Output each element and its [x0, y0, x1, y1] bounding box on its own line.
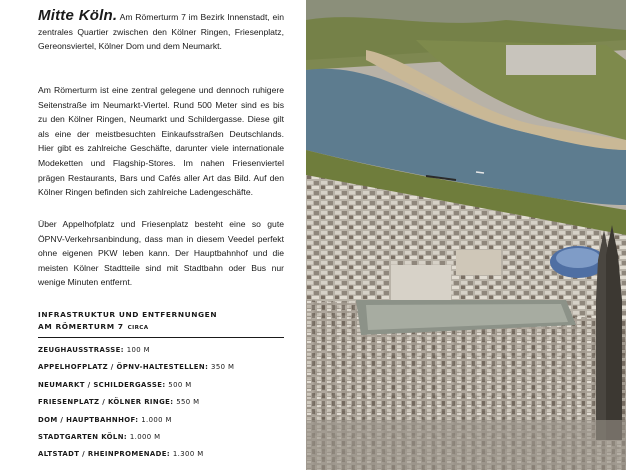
distance-separator: : — [170, 398, 177, 407]
distance-place: APPELHOFPLATZ / ÖPNV-HALTESTELLEN — [38, 363, 206, 372]
intro-paragraph — [38, 9, 284, 54]
intro-text: Am Römerturm 7 im Bezirk Innenstadt, ein zentrales Quartier zwischen den Kölner Ringen, Friesenplatz, Gereonsviertel, Kölner Dom und dem Neumarkt. — [38, 12, 284, 52]
distance-item — [38, 346, 298, 363]
distance-separator: : — [120, 346, 127, 354]
distance-separator: : — [166, 450, 173, 459]
distance-value: 1.000 M — [141, 415, 172, 424]
distance-place: ZEUGHAUSSTRASSE — [38, 346, 121, 354]
distance-place: ALTSTADT / RHEINPROMENADE — [38, 450, 167, 459]
distance-value: 500 M — [168, 380, 192, 389]
text-column — [0, 0, 306, 470]
distance-item — [38, 363, 298, 380]
infrastructure-title-line2 — [38, 321, 284, 334]
divider-rule — [38, 337, 284, 338]
aerial-photo — [306, 0, 626, 470]
address-label: AM RÖMERTURM 7 — [38, 322, 124, 331]
distance-value: 350 M — [211, 363, 235, 372]
distance-separator: : — [123, 432, 130, 441]
distance-value: 550 M — [176, 398, 200, 407]
distance-value: 1.300 M — [172, 450, 204, 459]
distance-separator: : — [162, 380, 169, 389]
distance-place: FRIESENPLATZ / KÖLNER RINGE — [38, 398, 171, 407]
lead-heading: Mitte Köln. — [38, 7, 118, 24]
circa-label: CIRCA — [127, 325, 149, 331]
distance-item — [38, 398, 298, 415]
infrastructure-title-line1: INFRASTRUKTUR UND ENTFERNUNGEN — [38, 310, 218, 319]
distance-item — [38, 450, 298, 467]
distance-list — [38, 346, 298, 468]
paragraph-transport: Über Appelhofplatz und Friesenplatz besteht eine so gute ÖPNV-Verkehrsanbindung, dass man in diesem Veedel perfekt ohne eigenen PKW leben kann. Der Hauptbahnhof und die meisten Kölner Stadtteile sind mit Stadtbahn oder Bus nur wenige Minuten entfernt. — [38, 219, 284, 288]
distance-separator: : — [205, 363, 212, 372]
distance-value: 100 M — [126, 346, 150, 354]
distance-place: NEUMARKT / SCHILDERGASSE — [38, 380, 163, 389]
distance-separator: : — [135, 415, 142, 424]
distance-item — [38, 433, 298, 450]
distance-item — [38, 416, 298, 433]
distance-value: 1.000 M — [129, 432, 161, 441]
distance-place: STADTGARTEN KÖLN — [38, 432, 124, 441]
paragraph-shopping: Am Römerturm ist eine zentral gelegene und dennoch ruhigere Seitenstraße im Neumarkt-Viertel. Rund 500 Meter sind es bis zu den Kölner Ringen, Neumarkt und Schildergasse. Diese gilt als eine der meistbesuchten Einkaufsstraßen Deutschlands. Hier gibt es zahlreiche Geschäfte, darunter viele internationale Modeketten und Flagship-Stores. Im nahen Friesenviertel prägen Restaurants, Bars und Cafés aller Art das Bild. Auf den Kölner Ringen befinden sich zahlreiche Ladengeschäfte. — [38, 85, 284, 198]
distance-place: DOM / HAUPTBAHNHOF — [38, 415, 136, 424]
distance-item — [38, 381, 298, 398]
infrastructure-title — [38, 309, 284, 334]
aerial-city-image — [306, 0, 626, 470]
